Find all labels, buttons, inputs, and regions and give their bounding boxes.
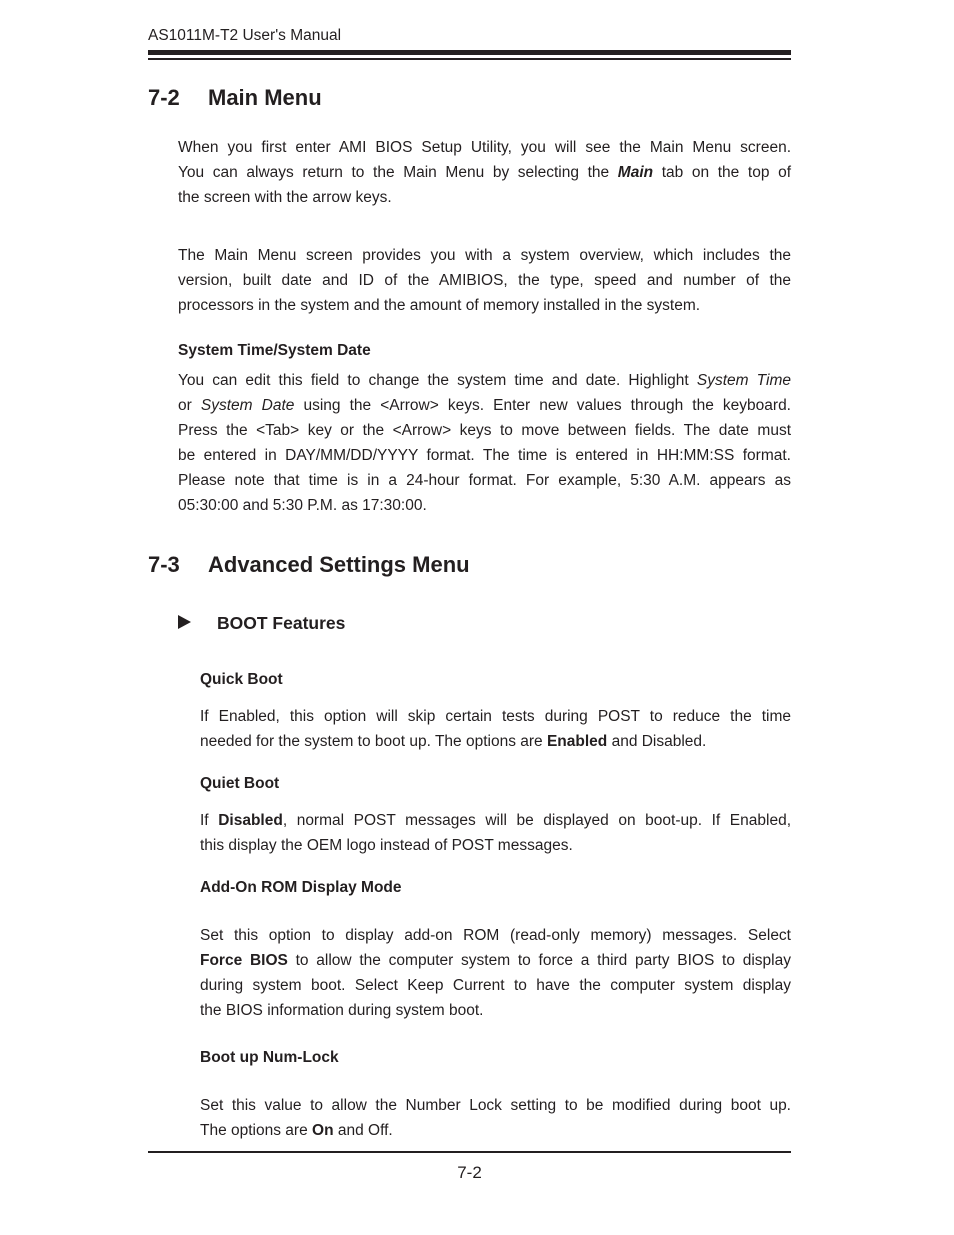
quick-boot-paragraph bbox=[200, 704, 791, 754]
subheading-quick-boot: Quick Boot bbox=[200, 671, 283, 688]
section-title: Main Menu bbox=[208, 85, 322, 110]
subheading-quiet-boot: Quiet Boot bbox=[200, 775, 280, 792]
system-time-date-paragraph bbox=[178, 368, 791, 518]
subsection-heading-boot-features bbox=[178, 612, 345, 634]
subsection-title: BOOT Features bbox=[217, 613, 346, 633]
main-menu-intro-paragraph bbox=[178, 135, 791, 210]
text-line: be entered in DAY/MM/DD/YYYY format. The time is entered in HH:MM:SS format. bbox=[178, 447, 791, 464]
footer-rule bbox=[148, 1151, 791, 1153]
section-title: Advanced Settings Menu bbox=[208, 552, 470, 577]
text-line: this display the OEM logo instead of POST messages. bbox=[200, 837, 573, 854]
text-line: When you first enter AMI BIOS Setup Utility, you will see the Main Menu screen. bbox=[178, 139, 791, 156]
quiet-boot-paragraph bbox=[200, 808, 791, 858]
subheading-addon-rom-display-mode: Add-On ROM Display Mode bbox=[200, 879, 402, 896]
text-line: version, built date and ID of the AMIBIOS, the type, speed and number of the bbox=[178, 272, 791, 289]
text-line: processors in the system and the amount of memory installed in the system. bbox=[178, 297, 701, 314]
page-number: 7-2 bbox=[457, 1163, 482, 1182]
text-line: Force BIOS to allow the computer system to force a third party BIOS to display bbox=[200, 952, 791, 969]
triangle-bullet-icon bbox=[178, 615, 191, 629]
section-number: 7-2 bbox=[148, 85, 180, 110]
text-line: If Disabled, normal POST messages will be displayed on boot-up. If Enabled, bbox=[200, 812, 791, 829]
running-header-title: AS1011M-T2 User's Manual bbox=[148, 27, 342, 44]
section-number: 7-3 bbox=[148, 552, 180, 577]
addon-rom-paragraph bbox=[200, 923, 791, 1023]
text-line: during system boot. Select Keep Current to have the computer system display bbox=[200, 977, 791, 994]
subheading-system-time-date: System Time/System Date bbox=[178, 342, 371, 359]
text-line: the screen with the arrow keys. bbox=[178, 189, 392, 206]
text-line: You can edit this field to change the system time and date. Highlight System Time bbox=[178, 372, 791, 389]
section-heading-advanced-settings bbox=[148, 552, 470, 578]
text-line: You can always return to the Main Menu by selecting the Main tab on the top of bbox=[178, 164, 792, 181]
text-line: Set this value to allow the Number Lock setting to be modified during boot up. bbox=[200, 1097, 791, 1114]
main-tab-emphasis: Main bbox=[617, 164, 654, 181]
header-rule-thick bbox=[148, 50, 791, 55]
text-line: needed for the system to boot up. The options are Enabled and Disabled. bbox=[200, 733, 707, 750]
subheading-boot-up-num-lock: Boot up Num-Lock bbox=[200, 1049, 339, 1066]
text-line: The Main Menu screen provides you with a system overview, which includes the bbox=[178, 247, 791, 264]
text-line: the BIOS information during system boot. bbox=[200, 1002, 484, 1019]
text-line: The options are On and Off. bbox=[200, 1122, 393, 1139]
text-line: If Enabled, this option will skip certain tests during POST to reduce the time bbox=[200, 708, 791, 725]
text-line: Please note that time is in a 24-hour format. For example, 5:30 A.M. appears as bbox=[178, 472, 791, 489]
num-lock-paragraph bbox=[200, 1093, 791, 1143]
header-rule-thin bbox=[148, 58, 791, 60]
text-line: 05:30:00 and 5:30 P.M. as 17:30:00. bbox=[178, 497, 427, 514]
section-heading-main-menu bbox=[148, 85, 322, 111]
text-line: Set this option to display add-on ROM (read-only memory) messages. Select bbox=[200, 927, 791, 944]
main-menu-overview-paragraph bbox=[178, 243, 791, 318]
text-line: Press the <Tab> key or the <Arrow> keys to move between fields. The date must bbox=[178, 422, 791, 439]
text-line: or System Date using the <Arrow> keys. Enter new values through the keyboard. bbox=[178, 397, 791, 414]
